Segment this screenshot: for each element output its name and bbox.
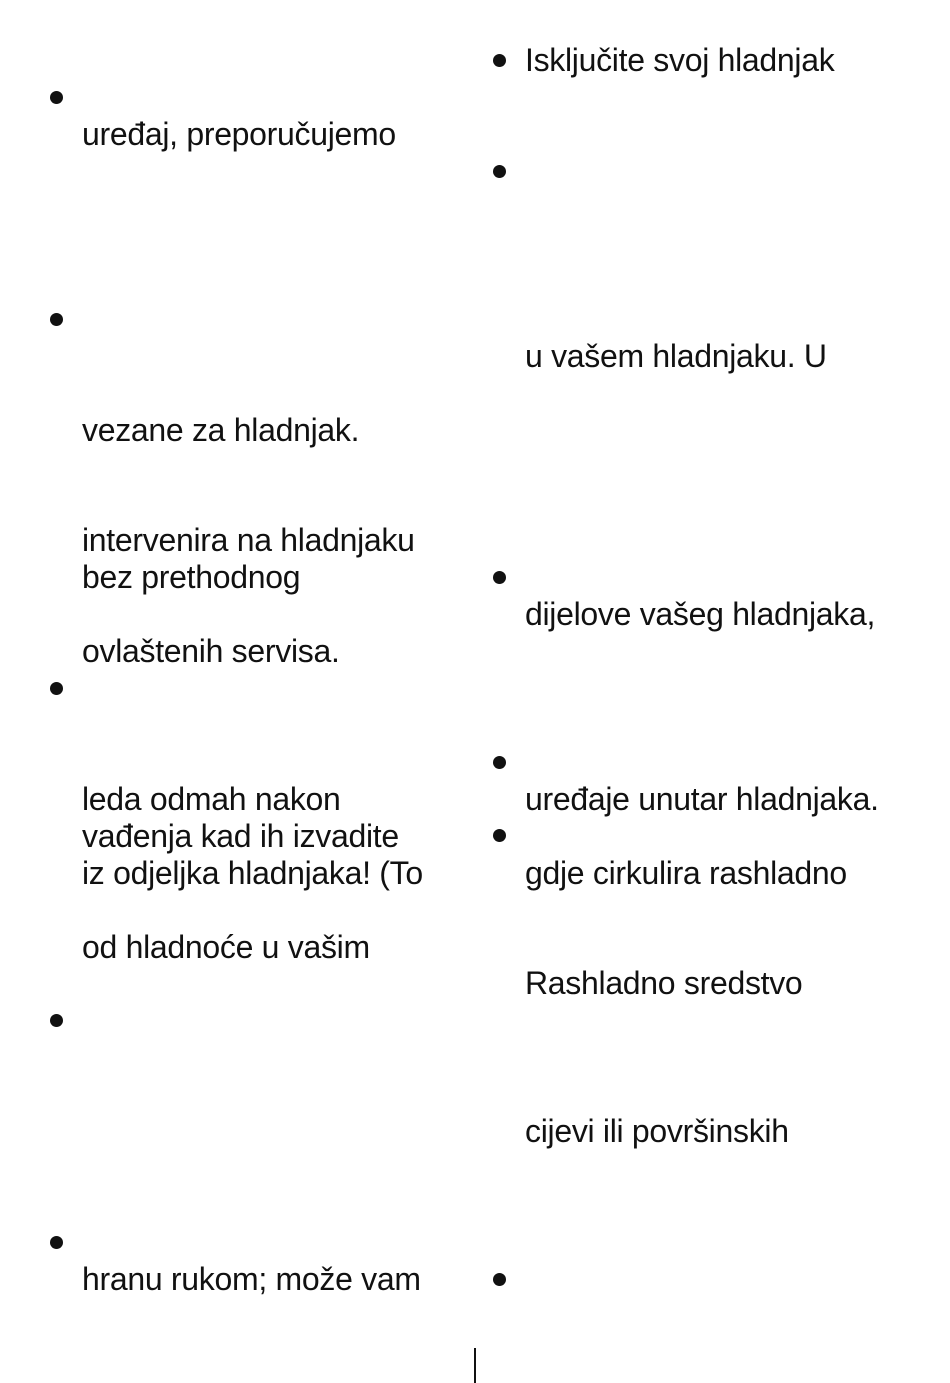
left-text-line: bez prethodnog	[82, 559, 301, 595]
bullet-dot-icon	[50, 1014, 63, 1027]
left-text-line: uređaj, preporučujemo	[82, 116, 396, 152]
bullet-dot-icon	[50, 313, 63, 326]
right-text-line: Rashladno sredstvo	[525, 965, 803, 1001]
bullet-dot-icon	[493, 1273, 506, 1286]
right-text-line: gdje cirkulira rashladno	[525, 855, 847, 891]
bullet-dot-icon	[493, 165, 506, 178]
bullet-dot-icon	[50, 91, 63, 104]
bullet-dot-icon	[493, 756, 506, 769]
left-text-line: leda odmah nakon	[82, 781, 341, 817]
bullet-dot-icon	[493, 571, 506, 584]
left-text-line: ovlaštenih servisa.	[82, 633, 340, 669]
left-text-line: od hladnoće u vašim	[82, 929, 370, 965]
right-text-line: cijevi ili površinskih	[525, 1113, 789, 1149]
left-text-line: intervenira na hladnjaku	[82, 522, 415, 558]
footer-divider	[474, 1348, 476, 1383]
bullet-dot-icon	[50, 1236, 63, 1249]
bullet-dot-icon	[493, 54, 506, 67]
right-text-line: dijelove vašeg hladnjaka,	[525, 596, 876, 632]
right-text-line: uređaje unutar hladnjaka.	[525, 781, 879, 817]
right-text-line: u vašem hladnjaku. U	[525, 338, 827, 374]
left-text-line: iz odjeljka hladnjaka! (To	[82, 855, 423, 891]
right-text-line: Isključite svoj hladnjak	[525, 42, 835, 78]
bullet-dot-icon	[50, 682, 63, 695]
left-text-line: vađenja kad ih izvadite	[82, 818, 399, 854]
bullet-dot-icon	[493, 829, 506, 842]
left-text-line: vezane za hladnjak.	[82, 412, 360, 448]
left-text-line: hranu rukom; može vam	[82, 1261, 421, 1297]
